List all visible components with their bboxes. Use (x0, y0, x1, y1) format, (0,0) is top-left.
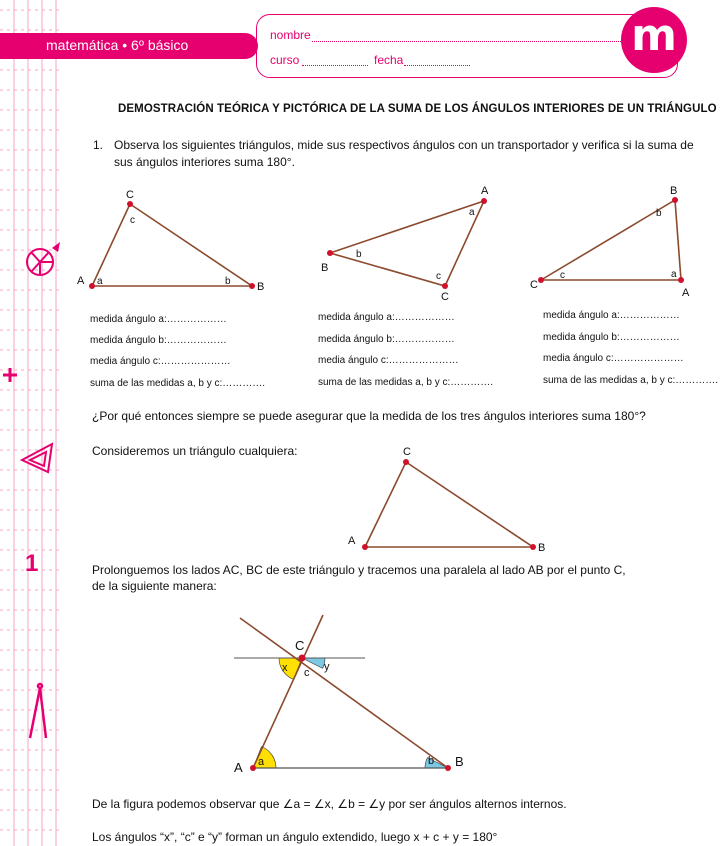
brand-logo: m (621, 7, 687, 73)
set-square-icon (22, 444, 52, 472)
fig-vertex-A: A (234, 760, 243, 775)
date-field[interactable] (404, 65, 470, 66)
t1-angle-c: c (130, 215, 135, 226)
t1-line-b: medida ángulo b:……………… (90, 335, 227, 346)
t3-line-b: medida ángulo b:……………… (543, 332, 680, 343)
gt-vertex-C: C (403, 446, 411, 458)
side-BC-extended (240, 618, 448, 768)
t3-vertex-A: A (682, 287, 690, 299)
t2-vertex-B: B (321, 262, 329, 274)
t1-line-c: media ángulo c:………………… (90, 356, 231, 367)
t1-vertex-C: C (126, 189, 134, 201)
construction-figure (220, 610, 500, 780)
subject-label: matemática • 6º básico (46, 37, 189, 53)
t3-line-c: media ángulo c:………………… (543, 353, 684, 364)
fig-angle-b: b (428, 755, 435, 767)
question1-text: Observa los siguientes triángulos, mide sus respectivos ángulos con un transportador y verifica si la suma de sus ángulos interiores suma 180°. (114, 138, 694, 169)
t3-vertex-B: B (670, 185, 678, 197)
date-label: fecha (374, 53, 404, 67)
page-title: DEMOSTRACIÓN TEÓRICA Y PICTÓRICA DE LA SUMA DE LOS ÁNGULOS INTERIORES DE UN TRIÁNGULO (118, 103, 717, 115)
general-triangle (330, 440, 560, 560)
fig-vertex-C: C (295, 638, 305, 653)
t1-line-a: medida ángulo a:……………… (90, 314, 227, 325)
name-field[interactable] (312, 41, 627, 42)
triangles-row (0, 180, 720, 305)
side-AC-extended (253, 615, 323, 768)
margin-number: 1 (25, 550, 39, 577)
name-label: nombre (270, 28, 311, 42)
margin-strip (0, 0, 62, 846)
t3-angle-c: c (560, 270, 565, 281)
fig-vertex-B: B (455, 754, 464, 769)
t1-vertex-B: B (257, 281, 265, 293)
t2-line-c: media ángulo c:………………… (318, 355, 459, 366)
t3-angle-b: b (656, 208, 662, 219)
fig-angle-y: y (324, 661, 330, 673)
t1-vertex-A: A (77, 275, 85, 287)
t3-vertex-C: C (530, 279, 538, 291)
subject-band (0, 33, 258, 59)
t3-line-sum: suma de las medidas a, b y c:…………. (543, 375, 719, 386)
course-label: curso (270, 53, 300, 67)
conclusion-1: De la figura podemos observar que ∠a = ∠x, ∠b = ∠y por ser ángulos alternos internos. (92, 797, 567, 811)
gt-vertex-A: A (348, 535, 356, 547)
gt-vertex-B: B (538, 542, 546, 554)
t2-angle-a: a (469, 207, 475, 218)
t2-vertex-A: A (481, 185, 489, 197)
t2-line-a: medida ángulo a:……………… (318, 312, 455, 323)
t3-angle-a: a (671, 269, 677, 280)
student-info-form (256, 14, 678, 78)
consider-text: Consideremos un triángulo cualquiera: (92, 444, 298, 458)
t1-line-sum: suma de las medidas a, b y c:…………. (90, 378, 266, 389)
t2-line-b: medida ángulo b:……………… (318, 334, 455, 345)
t3-line-a: medida ángulo a:……………… (543, 310, 680, 321)
t2-vertex-C: C (441, 291, 449, 303)
extend-text-2: de la siguiente manera: (92, 579, 217, 593)
extend-text-1: Prolonguemos los lados AC, BC de este triángulo y tracemos una paralela al lado AB por el punto C, (92, 563, 626, 577)
fig-angle-a: a (258, 756, 265, 768)
fig-angle-c: c (304, 667, 310, 679)
question2-text: ¿Por qué entonces siempre se puede asegurar que la medida de los tres ángulos interiores suma 180°? (92, 409, 646, 423)
course-field[interactable] (302, 65, 368, 66)
t1-angle-a: a (97, 276, 103, 287)
t2-angle-b: b (356, 249, 362, 260)
t1-angle-b: b (225, 276, 231, 287)
angle-a-fill (253, 747, 276, 768)
question1-number: 1. (93, 138, 104, 152)
conclusion-2: Los ángulos “x”, “c” e “y” forman un ángulo extendido, luego x + c + y = 180° (92, 830, 498, 844)
t2-line-sum: suma de las medidas a, b y c:…………. (318, 377, 494, 388)
fig-angle-x: x (282, 662, 288, 674)
t2-angle-c: c (436, 271, 441, 282)
